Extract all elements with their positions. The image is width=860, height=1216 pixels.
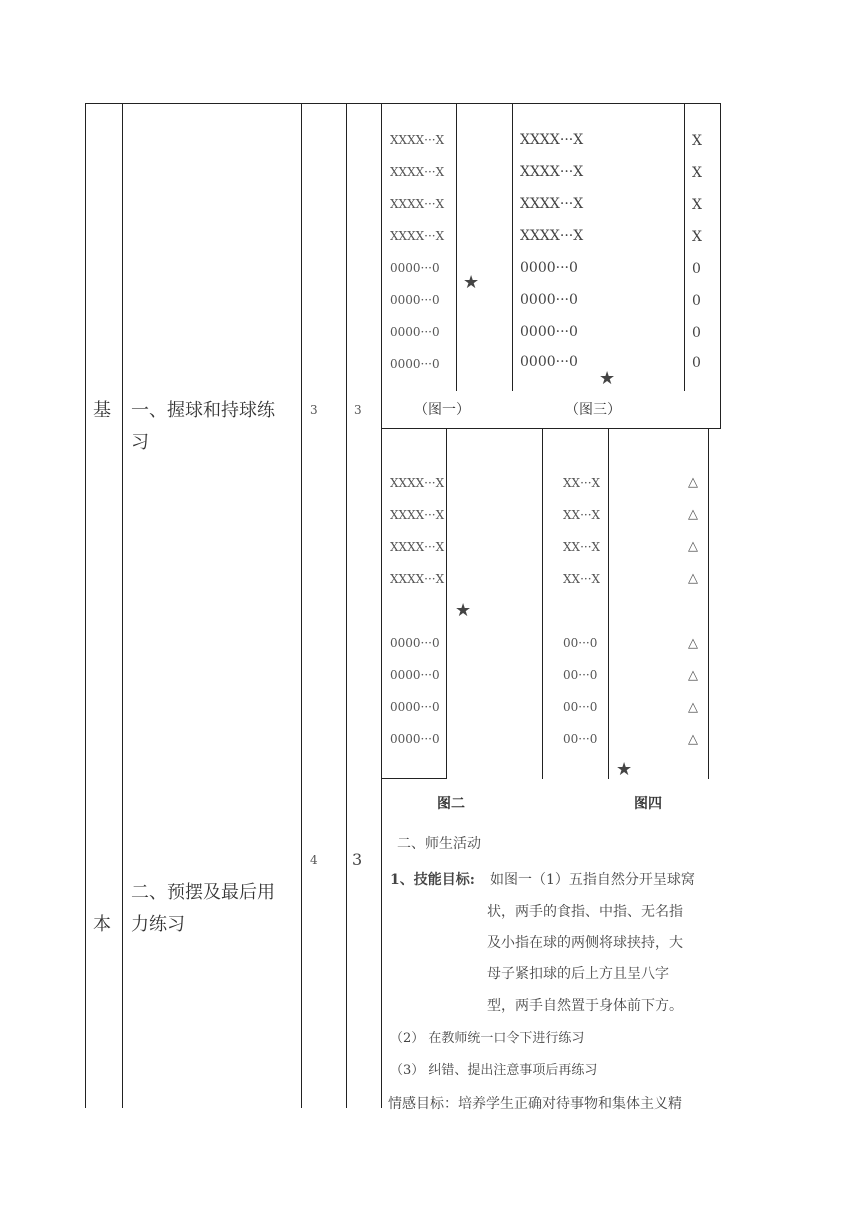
fig2-row: 0000···0 xyxy=(390,700,440,714)
fig1-row: 0000···0 xyxy=(390,261,440,275)
skill-goal-line: 状，两手的食指、中指、无名指 xyxy=(487,904,683,920)
skill-goal-line: 母子紧扣球的后上方且呈八字 xyxy=(487,966,669,982)
skill-goal-line: 型，两手自然置于身体前下方。 xyxy=(487,998,683,1014)
fig2-teacher-star-icon: ★ xyxy=(455,600,472,621)
fig3-row: XXXX···X xyxy=(520,196,584,212)
fig4-triangle-icon: △ xyxy=(688,539,698,554)
fig1-caption: （图一） xyxy=(414,402,470,418)
fig3-row: 0000···0 xyxy=(520,260,578,276)
item1-col4: 3 xyxy=(354,403,362,417)
fig4-row: XX···X xyxy=(563,508,601,522)
fig2-bottom-line xyxy=(381,778,447,779)
activity-heading: 二、师生活动 xyxy=(397,836,481,852)
section-label-bottom: 本 xyxy=(93,914,111,935)
fig1-teacher-star-icon: ★ xyxy=(463,272,480,293)
fig4-left-line xyxy=(542,428,543,779)
fig1-row: 0000···0 xyxy=(390,293,440,307)
skill-goal-label: 1、技能目标: xyxy=(390,872,475,888)
fig3-side: X xyxy=(692,197,702,213)
item1-title-line2: 习 xyxy=(131,432,149,453)
fig4-row: 00···0 xyxy=(563,636,598,650)
fig4-mid-line xyxy=(608,428,609,779)
skill-goal-line: 如图一（1）五指自然分开呈球窝 xyxy=(490,872,695,888)
fig2-row: 0000···0 xyxy=(390,668,440,682)
fig2-row: XXXX···X xyxy=(390,572,445,586)
item1-col3: 3 xyxy=(310,403,318,417)
emotion-goal: 情感目标：培养学生正确对待事物和集体主义精 xyxy=(388,1096,682,1112)
fig3-side: X xyxy=(692,229,702,245)
fig1-row: XXXX···X xyxy=(390,229,445,243)
fig4-row: 00···0 xyxy=(563,732,598,746)
fig3-side: X xyxy=(692,133,702,149)
fig1-row: XXXX···X xyxy=(390,133,445,147)
fig2-row: 0000···0 xyxy=(390,732,440,746)
fig4-triangle-icon: △ xyxy=(688,507,698,522)
fig4-row: 00···0 xyxy=(563,668,598,682)
table-col-line-4 xyxy=(346,103,347,1108)
fig4-triangle-icon: △ xyxy=(688,636,698,651)
fig3-row: 0000···0 xyxy=(520,324,578,340)
fig3-row: XXXX···X xyxy=(520,228,584,244)
item2-col4: 3 xyxy=(352,850,363,869)
fig4-triangle-icon: △ xyxy=(688,732,698,747)
item2-col3: 4 xyxy=(310,853,318,867)
table-col-line-3 xyxy=(301,103,302,1108)
fig1-row: XXXX···X xyxy=(390,165,445,179)
practice-step-2: （2） 在教师统一口令下进行练习 xyxy=(390,1031,585,1046)
fig3-row: 0000···0 xyxy=(520,354,578,370)
fig4-row: XX···X xyxy=(563,476,601,490)
fig4-caption: 图四 xyxy=(634,796,662,812)
fig1-row: XXXX···X xyxy=(390,197,445,211)
fig2-right-line xyxy=(446,428,447,779)
fig4-teacher-star-icon: ★ xyxy=(616,759,633,780)
skill-goal-line: 及小指在球的两侧将球挟持，大 xyxy=(487,935,683,951)
fig2-row: XXXX···X xyxy=(390,508,445,522)
fig4-triangle-icon: △ xyxy=(688,668,698,683)
fig3-caption: （图三） xyxy=(565,402,621,418)
fig3-left-line xyxy=(512,103,513,391)
table-top-border xyxy=(85,103,721,104)
section-label-top: 基 xyxy=(93,400,111,421)
fig4-triangle-icon: △ xyxy=(688,475,698,490)
table-right-border-top xyxy=(720,103,721,428)
fig4-row: 00···0 xyxy=(563,700,598,714)
fig3-side: 0 xyxy=(692,355,701,371)
practice-step-3: （3） 纠错、提出注意事项后再练习 xyxy=(390,1063,598,1078)
table-col-line-5 xyxy=(381,103,382,1108)
fig4-triangle-icon: △ xyxy=(688,700,698,715)
fig4-row: XX···X xyxy=(563,540,601,554)
fig3-row: 0000···0 xyxy=(520,292,578,308)
fig3-right-line xyxy=(684,103,685,391)
fig3-teacher-star-icon: ★ xyxy=(599,368,616,389)
item1-title-line1: 一、握球和持球练 xyxy=(131,400,275,421)
fig2-row: XXXX···X xyxy=(390,540,445,554)
table-col-line-2 xyxy=(122,103,123,1108)
figures-divider xyxy=(381,428,721,429)
item2-title-line1: 二、预摆及最后用 xyxy=(131,882,275,903)
fig1-row: 0000···0 xyxy=(390,325,440,339)
fig3-row: XXXX···X xyxy=(520,132,584,148)
fig3-side: X xyxy=(692,165,702,181)
table-col-line-1 xyxy=(85,103,86,1108)
fig4-right-line xyxy=(708,428,709,779)
fig3-side: 0 xyxy=(692,293,701,309)
fig2-caption: 图二 xyxy=(437,796,465,812)
fig2-row: 0000···0 xyxy=(390,636,440,650)
fig1-row: 0000···0 xyxy=(390,357,440,371)
fig3-row: XXXX···X xyxy=(520,164,584,180)
fig4-row: XX···X xyxy=(563,572,601,586)
fig4-triangle-icon: △ xyxy=(688,571,698,586)
fig3-side: 0 xyxy=(692,261,701,277)
fig2-row: XXXX···X xyxy=(390,476,445,490)
fig3-side: 0 xyxy=(692,325,701,341)
item2-title-line2: 力练习 xyxy=(131,914,185,935)
fig1-right-line xyxy=(456,103,457,391)
